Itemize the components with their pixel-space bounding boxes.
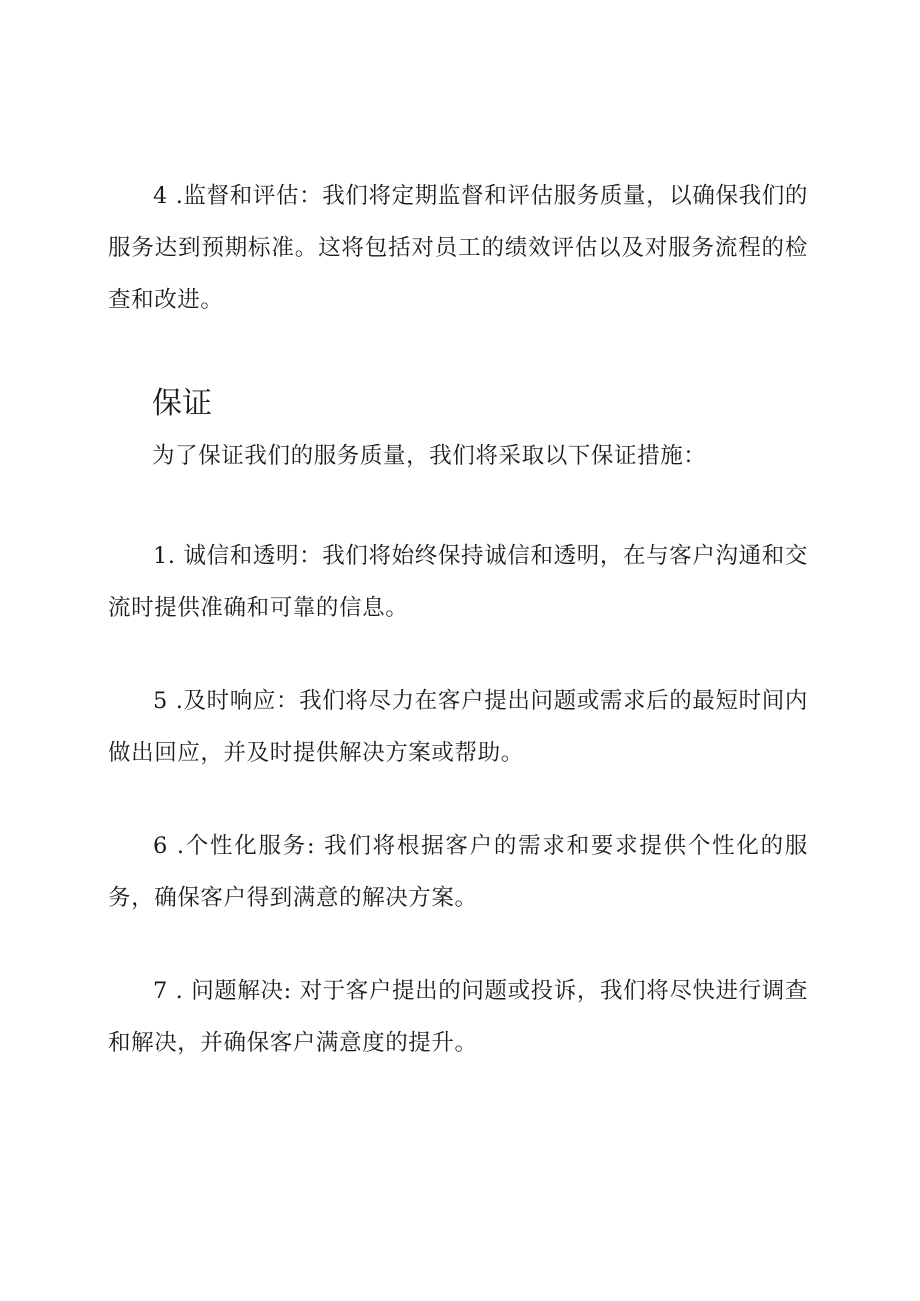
section-heading: 保证 xyxy=(152,386,212,421)
list-item-integrity: 1. 诚信和透明：我们将始终保持诚信和透明，在与客户沟通和交流时提供准确和可靠的信息。 xyxy=(108,543,808,621)
monitoring-paragraph: 4 .监督和评估：我们将定期监督和评估服务质量，以确保我们的服务达到预期标准。这将包括对员工的绩效评估以及对服务流程的检查和改进。 xyxy=(108,183,808,313)
list-item-problem-solving: 7 . 问题解决: 对于客户提出的问题或投诉，我们将尽快进行调查和解决，并确保客户满意度的提升。 xyxy=(108,978,808,1056)
list-item-timely-response: 5 .及时响应：我们将尽力在客户提出问题或需求后的最短时间内做出回应，并及时提供解决方案或帮助。 xyxy=(108,688,808,766)
list-item-personalized-service: 6 .个性化服务: 我们将根据客户的需求和要求提供个性化的服务，确保客户得到满意的解决方案。 xyxy=(108,833,808,911)
section-intro: 为了保证我们的服务质量，我们将采取以下保证措施： xyxy=(152,443,707,469)
